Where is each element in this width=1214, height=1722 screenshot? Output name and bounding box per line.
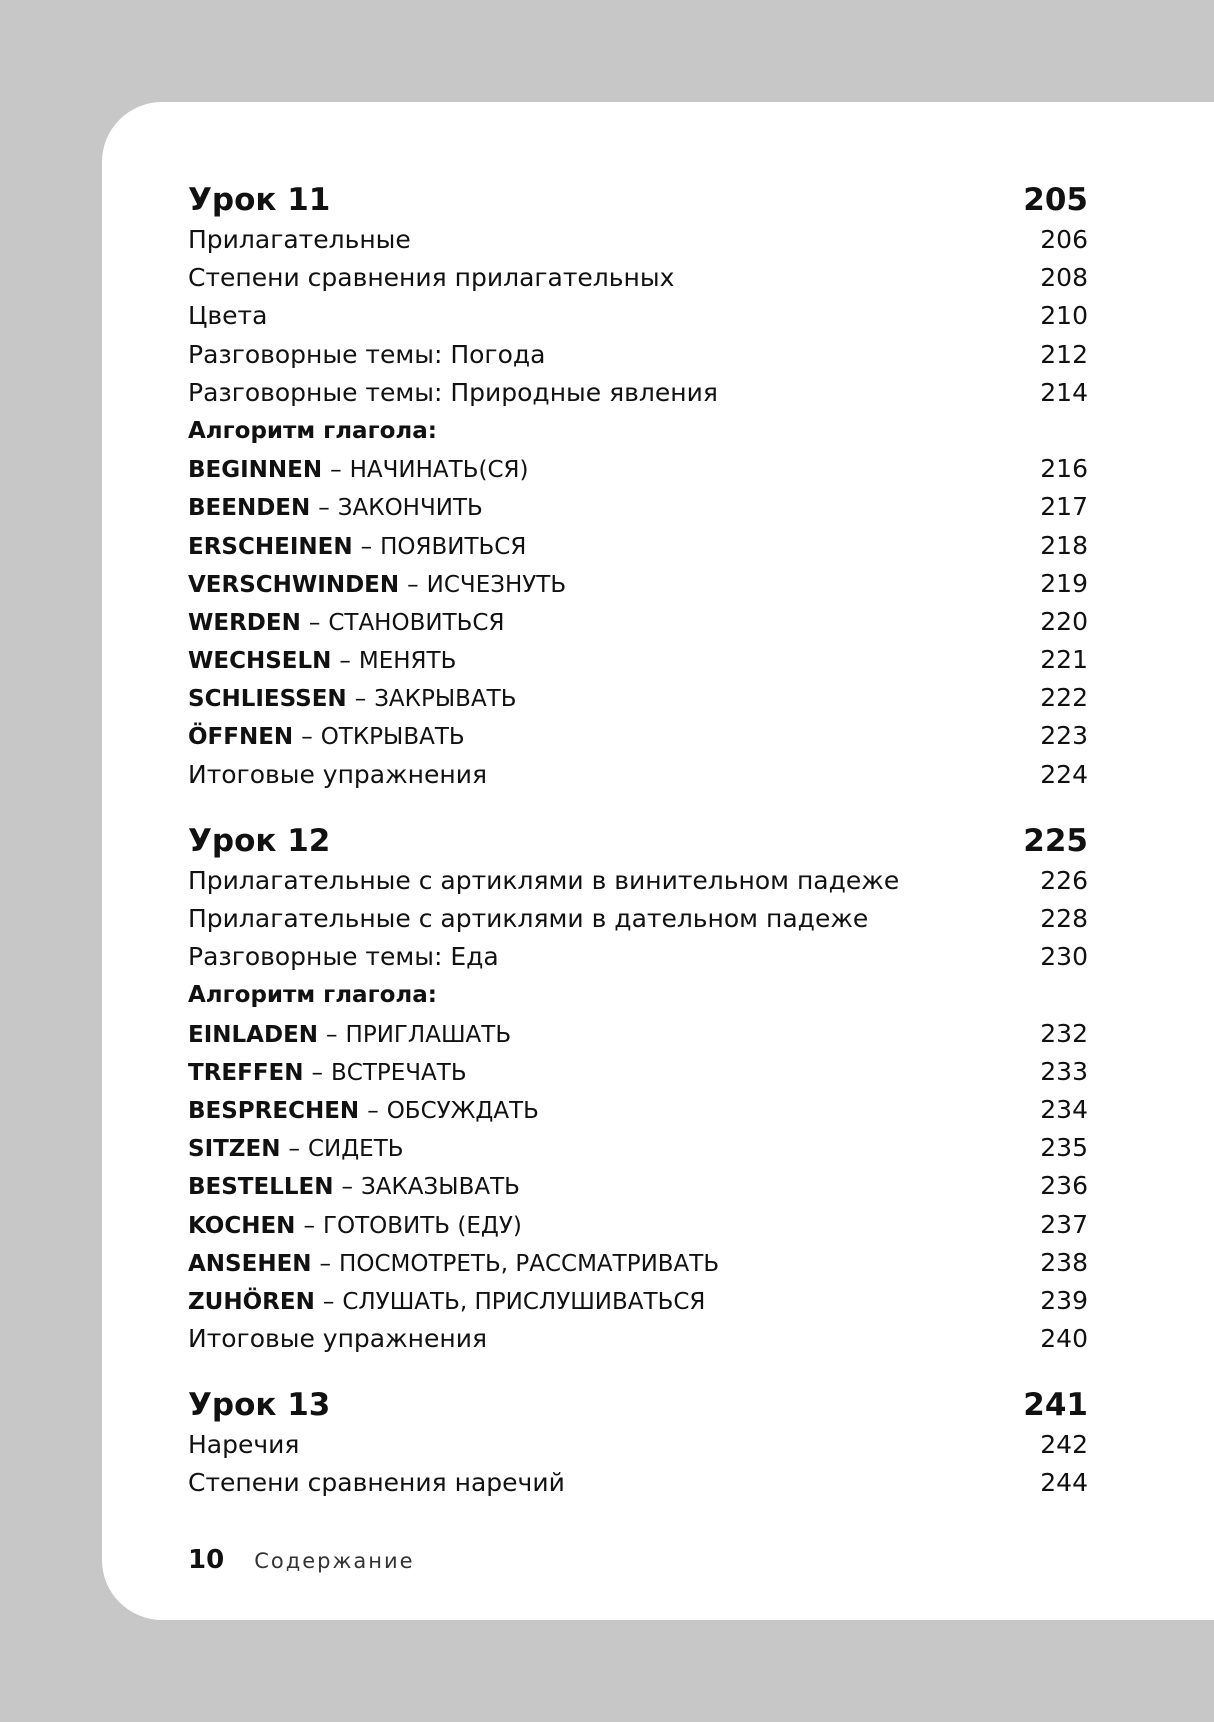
lesson-block	[188, 180, 1088, 794]
verb-russian: СТАНОВИТЬСЯ	[328, 609, 505, 636]
entry-page: 208	[1040, 263, 1088, 293]
verb-pair	[188, 566, 566, 604]
verb-pair	[188, 451, 529, 489]
entry-title: Разговорные темы: Погода	[188, 339, 546, 369]
lesson-title: Урок 13	[188, 1387, 331, 1424]
entry-title: Итоговые упражнения	[188, 1324, 487, 1354]
verb-german: KOCHEN	[188, 1212, 296, 1239]
verb-dash: –	[341, 1174, 353, 1201]
entry-title: Прилагательные с артиклями в дательном падеже	[188, 904, 869, 933]
entry-page: 234	[1040, 1094, 1088, 1124]
toc-verb-entry[interactable]	[188, 1282, 1088, 1320]
verb-russian: ЗАКАЗЫВАТЬ	[360, 1174, 520, 1201]
toc-verb-entry[interactable]	[188, 1053, 1088, 1091]
verb-pair	[188, 718, 465, 756]
entry-page: 217	[1040, 492, 1088, 522]
toc-entry[interactable]	[188, 297, 1088, 335]
entry-title: Итоговые упражнения	[188, 759, 487, 789]
entry-page: 223	[1040, 721, 1088, 751]
verb-pair	[188, 680, 517, 718]
verb-german: SITZEN	[188, 1136, 281, 1163]
toc-verb-entry[interactable]	[188, 565, 1088, 603]
verb-pair	[188, 642, 456, 680]
toc-entry[interactable]	[188, 756, 1088, 794]
toc-entry[interactable]	[188, 374, 1088, 412]
verb-dash: –	[354, 686, 367, 713]
entry-page: 238	[1040, 1247, 1088, 1277]
verb-dash: –	[288, 1136, 300, 1163]
entry-page: 228	[1040, 904, 1088, 933]
verb-dash: –	[308, 609, 321, 636]
entry-page: 210	[1040, 301, 1088, 331]
toc-verb-entry[interactable]	[188, 1206, 1088, 1244]
toc-verb-entry[interactable]	[188, 1244, 1088, 1282]
verb-german: BESPRECHEN	[188, 1097, 360, 1124]
verb-dash: –	[322, 1288, 335, 1315]
entry-page: 206	[1040, 225, 1088, 254]
verb-russian: ОТКРЫВАТЬ	[320, 724, 465, 751]
entry-title: Прилагательные	[188, 225, 411, 254]
entry-title: Наречия	[188, 1430, 300, 1460]
verb-dash: –	[407, 571, 419, 598]
verb-algorithm-heading	[188, 976, 1088, 1014]
running-title: Содержание	[254, 1549, 415, 1573]
entry-title: Цвета	[188, 301, 268, 331]
verb-pair	[188, 1168, 520, 1206]
verb-pair	[188, 1130, 404, 1168]
verb-pair	[188, 1207, 522, 1245]
toc-entry[interactable]	[188, 259, 1088, 297]
verb-dash: –	[318, 495, 330, 522]
lesson-title: Урок 12	[188, 822, 331, 859]
entry-title: Разговорные темы: Природные явления	[188, 377, 718, 407]
verb-german: ZUHÖREN	[188, 1288, 315, 1315]
verb-russian: ОБСУЖДАТЬ	[386, 1097, 539, 1124]
entry-page: 214	[1040, 377, 1088, 407]
algorithm-label: Алгоритм глагола:	[188, 417, 437, 444]
entry-page: 226	[1040, 865, 1088, 895]
entry-page: 219	[1040, 568, 1088, 598]
page-footer	[188, 1545, 415, 1575]
algorithm-label: Алгоритм глагола:	[188, 982, 437, 1009]
verb-german: BEENDEN	[188, 495, 311, 522]
toc-verb-entry[interactable]	[188, 1091, 1088, 1129]
verb-russian: ПРИГЛАШАТЬ	[345, 1021, 512, 1048]
verb-algorithm-heading	[188, 412, 1088, 450]
toc-verb-entry[interactable]	[188, 1015, 1088, 1053]
toc-entry[interactable]	[188, 900, 1088, 938]
verb-pair	[188, 1283, 705, 1321]
verb-pair	[188, 1054, 467, 1092]
verb-german: BEGINNEN	[188, 457, 323, 484]
verb-german: ÖFFNEN	[188, 724, 294, 751]
lesson-heading[interactable]	[188, 1385, 1088, 1426]
entry-page: 233	[1040, 1056, 1088, 1086]
entry-page: 242	[1040, 1430, 1088, 1460]
lesson-block	[188, 821, 1088, 1358]
toc-verb-entry[interactable]	[188, 717, 1088, 755]
entry-page: 230	[1040, 942, 1088, 972]
verb-russian: СИДЕТЬ	[307, 1136, 404, 1163]
entry-title: Степени сравнения наречий	[188, 1468, 565, 1498]
verb-german: SCHLIESSEN	[188, 686, 347, 713]
entry-title: Прилагательные с артиклями в винительном падеже	[188, 865, 900, 895]
lesson-page: 205	[1023, 182, 1088, 218]
entry-page: 232	[1040, 1018, 1088, 1048]
lesson-title: Урок 11	[188, 182, 331, 218]
toc-verb-entry[interactable]	[188, 1167, 1088, 1205]
verb-pair	[188, 528, 526, 566]
lesson-heading[interactable]	[188, 180, 1088, 221]
verb-pair	[188, 1092, 539, 1130]
entry-title: Степени сравнения прилагательных	[188, 263, 675, 293]
toc-entry[interactable]	[188, 221, 1088, 259]
lesson-block	[188, 1385, 1088, 1502]
toc-entry[interactable]	[188, 336, 1088, 374]
entry-page: 237	[1040, 1209, 1088, 1239]
entry-page: 221	[1040, 645, 1088, 675]
verb-german: BESTELLEN	[188, 1174, 334, 1201]
verb-dash: –	[367, 1097, 379, 1124]
verb-russian: ЗАКОНЧИТЬ	[337, 495, 483, 522]
entry-page: 216	[1040, 454, 1088, 484]
verb-russian: ГОТОВИТЬ (ЕДУ)	[322, 1212, 522, 1239]
toc-verb-entry[interactable]	[188, 1129, 1088, 1167]
verb-german: ERSCHEINEN	[188, 533, 353, 560]
lesson-page: 241	[1023, 1387, 1088, 1424]
entry-page: 212	[1040, 339, 1088, 369]
verb-russian: ПОЯВИТЬСЯ	[380, 533, 527, 560]
verb-german: WECHSELN	[188, 648, 332, 675]
verb-dash: –	[303, 1212, 315, 1239]
verb-dash: –	[319, 1250, 332, 1277]
verb-dash: –	[311, 1059, 323, 1086]
verb-dash: –	[339, 648, 351, 675]
entry-page: 224	[1040, 759, 1088, 789]
toc-entry[interactable]	[188, 938, 1088, 976]
verb-german: WERDEN	[188, 609, 301, 636]
page-number: 10	[188, 1545, 225, 1575]
verb-pair	[188, 604, 504, 642]
entry-page: 244	[1040, 1468, 1088, 1498]
verb-russian: НАЧИНАТЬ(СЯ)	[349, 457, 529, 484]
verb-pair	[188, 1245, 719, 1283]
toc-verb-entry[interactable]	[188, 679, 1088, 717]
toc-verb-entry[interactable]	[188, 488, 1088, 526]
verb-russian: ПОСМОТРЕТЬ, РАССМАТРИВАТЬ	[339, 1250, 720, 1277]
verb-german: EINLADEN	[188, 1021, 319, 1048]
verb-russian: ЗАКРЫВАТЬ	[374, 686, 517, 713]
toc-entry[interactable]	[188, 1320, 1088, 1358]
verb-dash: –	[301, 724, 313, 751]
verb-pair	[188, 1016, 511, 1054]
toc-verb-entry[interactable]	[188, 641, 1088, 679]
toc-verb-entry[interactable]	[188, 527, 1088, 565]
toc-verb-entry[interactable]	[188, 603, 1088, 641]
verb-german: VERSCHWINDEN	[188, 571, 400, 598]
verb-russian: ИСЧЕЗНУТЬ	[426, 571, 567, 598]
verb-russian: МЕНЯТЬ	[358, 648, 457, 675]
entry-title: Разговорные темы: Еда	[188, 942, 499, 972]
toc-entry[interactable]	[188, 862, 1088, 900]
lesson-page: 225	[1023, 822, 1088, 859]
entry-page: 220	[1040, 606, 1088, 636]
verb-dash: –	[326, 1021, 338, 1048]
toc-entry[interactable]	[188, 1464, 1088, 1502]
verb-russian: ВСТРЕЧАТЬ	[331, 1059, 467, 1086]
verb-russian: СЛУШАТЬ, ПРИСЛУШИВАТЬСЯ	[342, 1288, 706, 1315]
verb-german: TREFFEN	[188, 1059, 304, 1086]
verb-german: ANSEHEN	[188, 1250, 312, 1277]
entry-page: 236	[1040, 1171, 1088, 1201]
toc-verb-entry[interactable]	[188, 450, 1088, 488]
toc-entry[interactable]	[188, 1426, 1088, 1464]
entry-page: 218	[1040, 530, 1088, 560]
verb-dash: –	[360, 533, 373, 560]
entry-page: 222	[1040, 683, 1088, 713]
table-of-contents	[188, 180, 1088, 1530]
entry-page: 239	[1040, 1285, 1088, 1315]
lesson-heading[interactable]	[188, 821, 1088, 862]
verb-pair	[188, 489, 483, 527]
entry-page: 235	[1040, 1133, 1088, 1163]
verb-dash: –	[330, 457, 342, 484]
entry-page: 240	[1040, 1324, 1088, 1354]
